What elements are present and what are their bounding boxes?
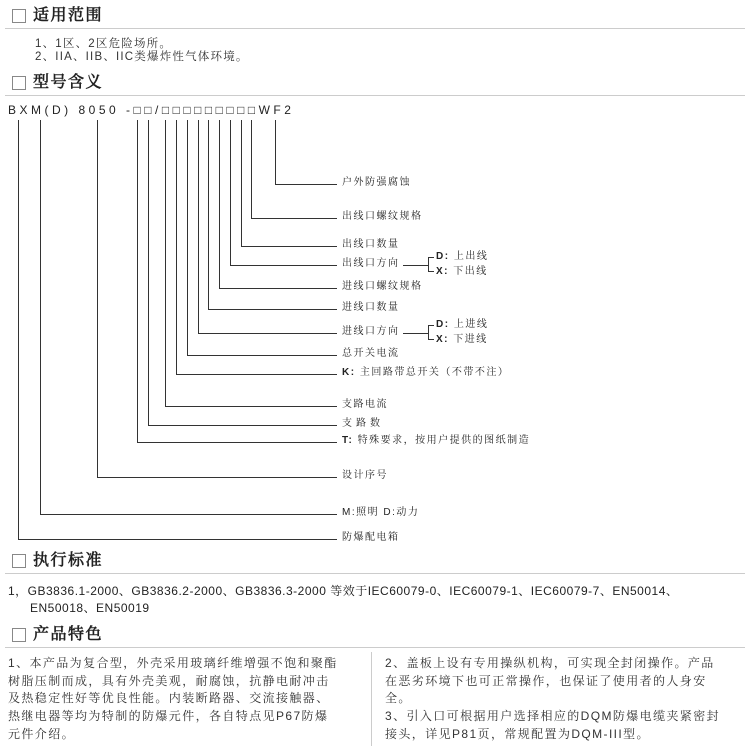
standards-line: 1，GB3836.1-2000、GB3836.2-2000、GB3836.3-2000 等效于IEC60079-0、IEC60079-1、IEC60079-7、EN50014、 xyxy=(8,584,679,598)
feature-line: 3、引入口可根据用户选择相应的DQM防爆电缆夹紧密封 xyxy=(385,709,721,724)
option-bracket xyxy=(428,325,434,340)
connector-line xyxy=(19,120,338,540)
option-text: 下出线 xyxy=(453,266,488,277)
code-field-text: 主回路带总开关（不带不注） xyxy=(359,367,510,378)
code-field-inlet-thread: 进线口螺纹规格 xyxy=(342,281,423,292)
option-inlet-up xyxy=(436,319,488,331)
connector-line xyxy=(166,120,338,407)
code-field-main-switch-current: 总开关电流 xyxy=(342,348,400,359)
code-field-outlet-thread: 出线口螺纹规格 xyxy=(342,211,423,222)
connector-line xyxy=(276,120,338,185)
section-divider xyxy=(5,573,745,574)
option-key: X: xyxy=(436,266,449,277)
features-right-column xyxy=(385,655,720,743)
option-outlet-down xyxy=(436,266,488,278)
connector-line xyxy=(199,120,338,334)
section-title: 型号含义 xyxy=(33,74,104,91)
code-field-outdoor: 户外防强腐蚀 xyxy=(342,177,411,188)
scope-item: 1、1区、2区危险场所。 xyxy=(35,38,173,50)
option-bracket xyxy=(428,257,434,272)
code-field-special xyxy=(342,435,530,447)
feature-line: 2、盖板上设有专用操纵机构，可实现全封闭操作。产品 xyxy=(385,656,715,670)
option-key: D: xyxy=(436,251,450,262)
code-field-text: 特殊要求，按用户提供的图纸制造 xyxy=(357,435,531,446)
connector-line xyxy=(252,120,338,219)
code-field-branch-current: 支路电流 xyxy=(342,399,388,410)
feature-line: 元件介绍。 xyxy=(8,726,76,741)
connector-line xyxy=(220,120,338,289)
option-text: 上出线 xyxy=(453,251,489,262)
connector-line xyxy=(98,120,338,478)
connector-line xyxy=(149,120,338,426)
connector-line xyxy=(177,120,338,375)
code-field-product: 防爆配电箱 xyxy=(342,532,400,543)
code-field-design-no: 设计序号 xyxy=(342,470,388,481)
connector-line xyxy=(138,120,338,443)
feature-line: 热继电器等均为特制的防爆元件，各自特点见P67防爆 xyxy=(8,709,329,724)
square-bullet-icon xyxy=(12,554,26,568)
section-divider xyxy=(5,647,745,648)
features-left-column xyxy=(8,655,338,743)
code-field-branch-count: 支路数 xyxy=(342,418,384,429)
feature-line: 全。 xyxy=(385,691,412,706)
option-text: 下进线 xyxy=(453,334,488,345)
feature-line: 树脂压制而成，具有外壳美观，耐腐蚀，抗静电耐冲击 xyxy=(8,673,330,688)
square-bullet-icon xyxy=(12,628,26,642)
connector-line xyxy=(242,120,338,247)
code-key: T: xyxy=(342,435,354,446)
section-divider xyxy=(5,28,745,29)
section-header-features xyxy=(0,624,750,648)
option-inlet-down xyxy=(436,334,488,346)
section-header-scope xyxy=(0,5,750,29)
column-divider xyxy=(371,652,372,746)
square-bullet-icon xyxy=(12,76,26,90)
code-field-main-switch xyxy=(342,367,509,379)
code-field-outlet-direction: 出线口方向 xyxy=(342,258,400,269)
feature-line: 及热稳定性好等优良性能。内装断路器、交流接触器、 xyxy=(8,691,330,706)
code-field-inlet-direction: 进线口方向 xyxy=(342,326,400,337)
option-outlet-up xyxy=(436,251,488,263)
feature-line: 在恶劣环境下也可正常操作，也保证了使用者的人身安 xyxy=(385,673,707,688)
scope-item: 2、IIA、IIB、IIC类爆炸性气体环境。 xyxy=(35,51,249,63)
model-code: BXM(D) 8050 -□□/□□□□□□□□□WF2 xyxy=(8,103,295,117)
option-key: X: xyxy=(436,334,449,345)
section-divider xyxy=(5,95,745,96)
section-title: 适用范围 xyxy=(33,7,104,24)
section-header-model xyxy=(0,72,750,96)
section-title: 执行标准 xyxy=(33,552,104,569)
feature-line: 接头，详见P81页，常规配置为DQM-III型。 xyxy=(385,726,650,741)
code-field-outlet-count: 出线口数量 xyxy=(342,239,400,250)
option-key: D: xyxy=(436,319,450,330)
code-field-inlet-count: 进线口数量 xyxy=(342,302,400,313)
section-title: 产品特色 xyxy=(33,626,104,643)
feature-line: 1、本产品为复合型，外壳采用玻璃纤维增强不饱和聚酯 xyxy=(8,656,338,670)
code-field-type: M:照明 D:动力 xyxy=(342,507,420,518)
standards-line: EN50018、EN50019 xyxy=(30,601,150,615)
connector-line xyxy=(41,120,338,515)
connector-line xyxy=(231,120,338,266)
connector-line xyxy=(209,120,338,310)
square-bullet-icon xyxy=(12,9,26,23)
connector-line xyxy=(188,120,338,356)
option-text: 上进线 xyxy=(453,319,489,330)
section-header-standards xyxy=(0,550,750,574)
code-key: K: xyxy=(342,367,356,378)
